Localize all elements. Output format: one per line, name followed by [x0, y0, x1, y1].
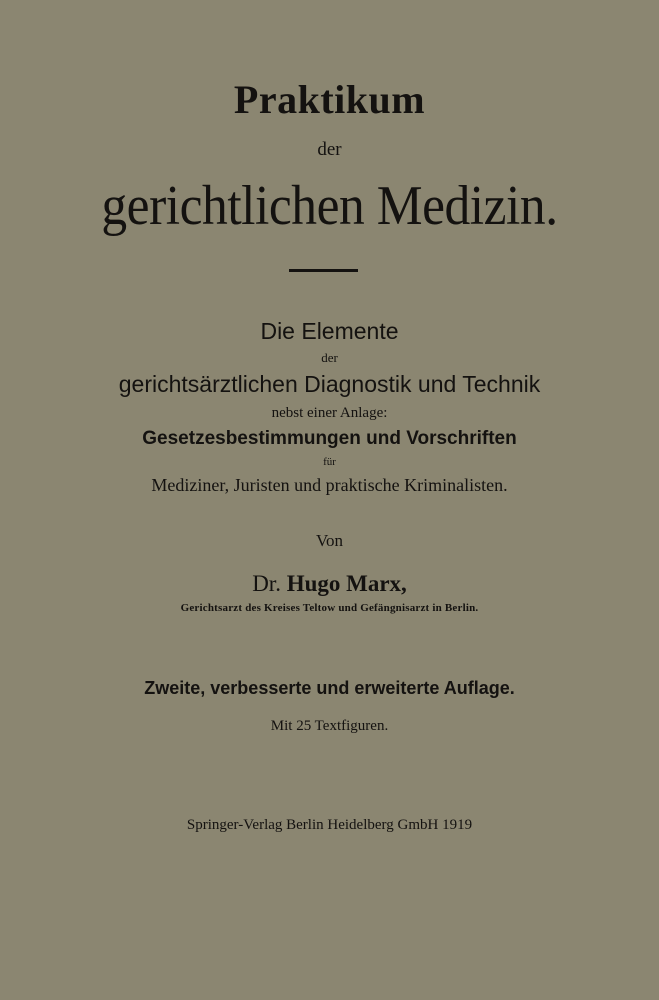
title-gerichtlichen-medizin: gerichtlichen Medizin. [101, 175, 558, 237]
author-von: Von [315, 531, 344, 550]
subtitle-die-elemente: Die Elemente [260, 318, 399, 344]
author-name: Hugo Marx, [286, 571, 407, 596]
author-prefix: Dr. [252, 571, 281, 596]
edition-figures: Mit 25 Textfiguren. [270, 718, 389, 734]
subtitle-diagnostik: gerichtsärztlichen Diagnostik und Technik [118, 371, 541, 397]
publisher-imprint: Springer-Verlag Berlin Heidelberg GmbH 1919 [186, 817, 473, 833]
edition-label: Zweite, verbesserte und erweiterte Auflage. [144, 678, 515, 698]
subtitle-der: der [321, 350, 338, 365]
subtitle-anlage: nebst einer Anlage: [271, 405, 388, 421]
title-praktikum: Praktikum [233, 77, 426, 122]
author-name-line [0, 572, 659, 595]
title-der: der [317, 139, 342, 160]
subtitle-audience: Mediziner, Juristen und praktische Kriminalisten. [151, 475, 508, 495]
subtitle-gesetzesbestimmungen: Gesetzesbestimmungen und Vorschriften [142, 428, 517, 449]
divider-rule [289, 269, 358, 272]
author-affiliation: Gerichtsarzt des Kreises Teltow und Gefängnisarzt in Berlin. [180, 602, 479, 614]
subtitle-fuer: für [323, 456, 336, 468]
